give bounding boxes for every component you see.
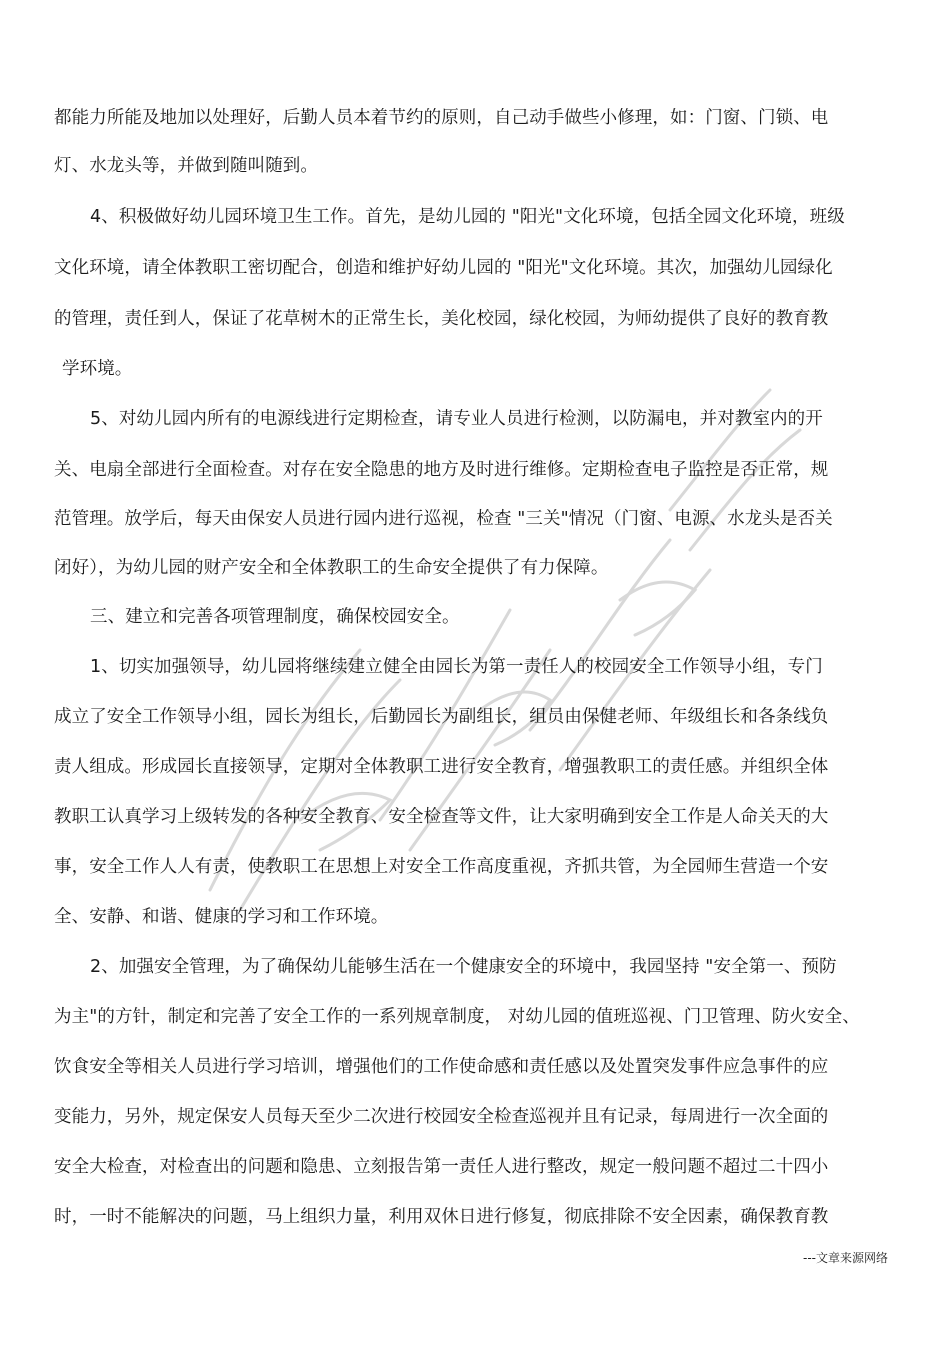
text-line: 学环境。 <box>62 359 133 379</box>
text-line: 的管理，责任到人，保证了花草树木的正常生长，美化校园，绿化校园，为师幼提供了良好的教育教 <box>54 309 829 329</box>
text-line: 4、积极做好幼儿园环境卫生工作。首先，是幼儿园的 "阳光"文化环境，包括全园文化环境，班级 <box>90 207 845 227</box>
text-line: 安全大检查，对检查出的问题和隐患、立刻报告第一责任人进行整改，规定一般问题不超过二十四小 <box>54 1157 829 1177</box>
text-line: 5、对幼儿园内所有的电源线进行定期检查，请专业人员进行检测，以防漏电，并对教室内的开 <box>90 409 823 429</box>
text-line: 饮食安全等相关人员进行学习培训，增强他们的工作使命感和责任感以及处置突发事件应急事件的应 <box>54 1057 829 1077</box>
section-heading: 三、建立和完善各项管理制度，确保校园安全。 <box>90 607 460 627</box>
text-line: 范管理。放学后，每天由保安人员进行园内进行巡视，检查 "三关"情况（门窗、电源、水龙头是否关 <box>54 509 833 529</box>
text-line: 教职工认真学习上级转发的各种安全教育、安全检查等文件，让大家明确到安全工作是人命关天的大 <box>54 807 829 827</box>
text-line: 闭好），为幼儿园的财产安全和全体教职工的生命安全提供了有力保障。 <box>54 558 609 578</box>
footer-source-note: ---文章来源网络 <box>803 1251 888 1265</box>
text-line: 全、安静、和谐、健康的学习和工作环境。 <box>54 907 389 927</box>
text-line: 为主"的方针，制定和完善了安全工作的一系列规章制度， 对幼儿园的值班巡视、门卫管理、防火安全、 <box>54 1007 860 1027</box>
text-line: 2、加强安全管理，为了确保幼儿能够生活在一个健康安全的环境中，我园坚持 "安全第一、预防 <box>90 957 837 977</box>
text-line: 变能力，另外，规定保安人员每天至少二次进行校园安全检查巡视并且有记录，每周进行一次全面的 <box>54 1107 829 1127</box>
text-line: 事，安全工作人人有责，使教职工在思想上对安全工作高度重视，齐抓共管，为全园师生营造一个安 <box>54 857 829 877</box>
text-line: 文化环境，请全体教职工密切配合，创造和维护好幼儿园的 "阳光"文化环境。其次，加强幼儿园绿化 <box>54 258 833 278</box>
text-line: 成立了安全工作领导小组，园长为组长，后勤园长为副组长，组员由保健老师、年级组长和各条线负 <box>54 707 829 727</box>
text-line: 关、电扇全部进行全面检查。对存在安全隐患的地方及时进行维修。定期检查电子监控是否正常，规 <box>54 460 829 480</box>
text-line: 时，一时不能解决的问题，马上组织力量，利用双休日进行修复，彻底排除不安全因素，确保教育教 <box>54 1207 829 1227</box>
text-line: 责人组成。形成园长直接领导，定期对全体教职工进行安全教育，增强教职工的责任感。并组织全体 <box>54 757 829 777</box>
text-line: 都能力所能及地加以处理好，后勤人员本着节约的原则，自己动手做些小修理，如：门窗、门锁、电 <box>54 108 829 128</box>
text-line: 1、切实加强领导，幼儿园将继续建立健全由园长为第一责任人的校园安全工作领导小组，专门 <box>90 657 823 677</box>
text-line: 灯、水龙头等，并做到随叫随到。 <box>54 156 318 176</box>
